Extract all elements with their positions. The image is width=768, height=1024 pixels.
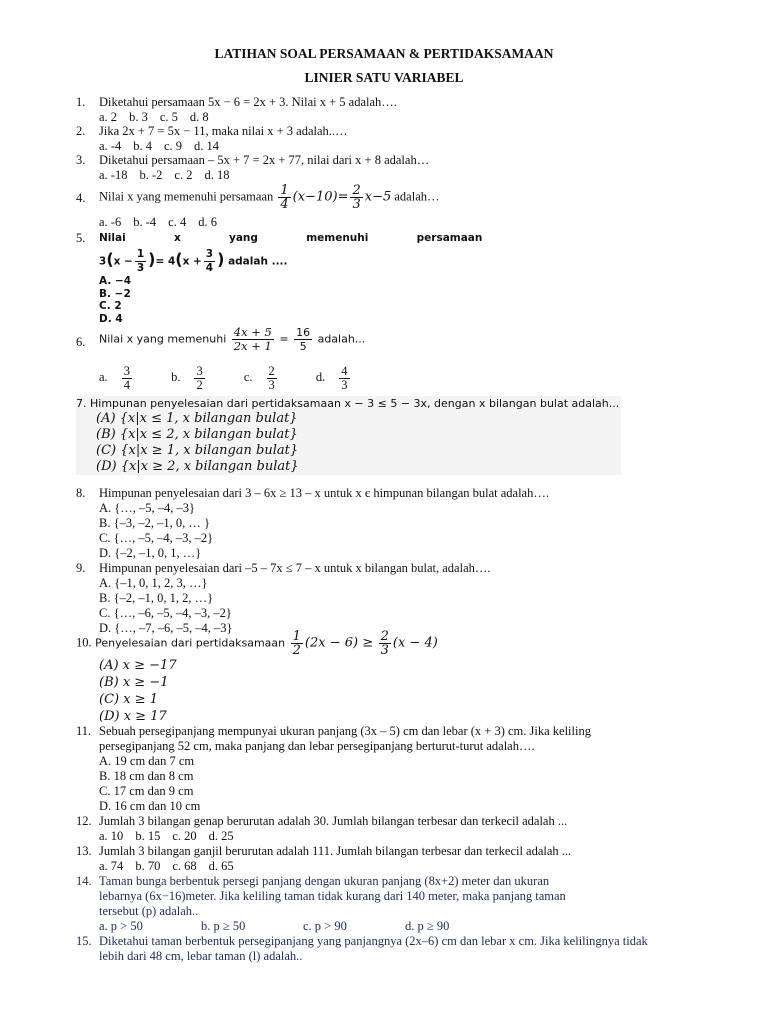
- option-b: B. {–3, –2, –1, 0, … }: [99, 516, 210, 530]
- option-c: c. 9: [163, 139, 183, 153]
- option-d: d. $\frac{4}{3}$: [316, 365, 374, 392]
- numerator: 1: [292, 629, 301, 644]
- denominator: 2x + 1: [233, 339, 272, 353]
- question-10: [76, 630, 716, 725]
- option-a: (A) x ≥ −17: [99, 658, 177, 673]
- option-a: (A) {x|x ≤ 1, x bilangan bulat}: [96, 411, 298, 426]
- question-text: Diketahui taman berbentuk persegipanjang yang panjangnya (2x–6) cm dan lebar x cm. Jika kelilingnya tidak: [99, 934, 648, 948]
- question-text: [76, 396, 621, 411]
- numerator: 16: [296, 326, 311, 339]
- option-c: C. 2: [99, 300, 122, 312]
- question-text: [76, 630, 716, 657]
- fraction: [379, 630, 391, 657]
- question-1: [76, 95, 716, 125]
- option-d: d. 65: [208, 859, 234, 873]
- question-number: 15.: [76, 934, 92, 948]
- option-a: a. 10: [99, 829, 124, 843]
- fraction: $\frac{3}{2}$: [196, 364, 203, 392]
- question-text-cont: tersebut (p) adalah..: [99, 904, 199, 918]
- question-number: 10.: [76, 635, 92, 650]
- equation-part: x +: [182, 255, 202, 268]
- option-b: b. $\frac{3}{2}$: [171, 365, 229, 392]
- option-b: b. -2: [139, 168, 163, 182]
- option-d: d. 6: [198, 215, 217, 229]
- fraction: [294, 326, 312, 353]
- fraction: [232, 326, 274, 353]
- numerator: 3: [205, 248, 214, 260]
- question-text: Himpunan penyelesaian dari –5 – 7x ≤ 7 – x untuk x bilangan bulat, adalah….: [99, 561, 491, 575]
- option-d: d. p ≥ 90: [405, 919, 450, 933]
- equation-part: (x−10)=: [292, 189, 349, 205]
- question-text: [99, 326, 716, 353]
- option-a: A. 19 cm dan 7 cm: [99, 754, 195, 768]
- fraction: [135, 248, 146, 275]
- title-line-1: LATIHAN SOAL PERSAMAAN & PERTIDAKSAMAAN: [214, 46, 554, 61]
- option-d: d. 18: [204, 168, 230, 182]
- question-text: Diketahui persamaan – 5x + 7 = 2x + 77, nilai dari x + 8 adalah…: [99, 153, 430, 167]
- denominator: 3: [136, 262, 145, 274]
- option-a: a. -4: [99, 139, 122, 153]
- question-number: 4.: [76, 191, 86, 205]
- question-text: Himpunan penyelesaian dari 3 – 6x ≥ 13 – x untuk x є himpunan bilangan bulat adalah….: [99, 486, 549, 500]
- option-b: (B) {x|x ≤ 2, x bilangan bulat}: [96, 427, 298, 442]
- option-a: a. 2: [99, 110, 118, 124]
- question-3: [76, 153, 716, 183]
- option-b: b. 4: [133, 139, 152, 153]
- numerator: 1: [136, 248, 145, 260]
- question-text: [99, 184, 716, 211]
- option-c: c. 2: [174, 168, 193, 182]
- answer-options: [99, 168, 716, 183]
- question-text-cont: lebih dari 48 cm, lebar taman (l) adalah..: [99, 949, 303, 963]
- option-a: a. $\frac{3}{4}$: [99, 365, 156, 392]
- equation: 3(x − $\frac{1}{3}$ )= 4(x + $\frac{3}{4}$ ) adalah ....: [99, 248, 288, 274]
- equation-part: (x − 4): [392, 635, 438, 651]
- option-c: c. $\frac{2}{3}$: [244, 365, 301, 392]
- question-13: [76, 844, 716, 874]
- option-a: a. 74: [99, 859, 124, 873]
- question-lead: Nilai x yang memenuhi persamaan: [99, 189, 274, 204]
- question-text-cont: lebarnya (6x−16)meter. Jika keliling taman tidak kurang dari 140 meter, maka panjang taman: [99, 889, 566, 903]
- option-b: b. p ≥ 50: [201, 919, 246, 933]
- option-c: c. 20: [172, 829, 197, 843]
- question-text: Jika 2x + 7 = 5x − 11, maka nilai x + 3 adalah..…: [99, 124, 348, 138]
- question-text: Sebuah persegipanjang mempunyai ukuran panjang (3x – 5) cm dan lebar (x + 3) cm. Jika keliling: [99, 724, 591, 738]
- answer-options: [99, 110, 716, 125]
- option-b: b. -4: [133, 215, 157, 229]
- option-d: d. 25: [208, 829, 234, 843]
- numerator: 4x + 5: [233, 325, 272, 339]
- equation-part: (2x − 6) ≥: [304, 635, 374, 651]
- option-d: D. {…, –7, –6, –5, –4, –3}: [99, 621, 233, 635]
- option-b: B. −2: [99, 287, 131, 300]
- question-body: Himpunan penyelesaian dari pertidaksamaan x − 3 ≤ 5 − 3x, dengan x bilangan bulat adalah...: [90, 397, 620, 410]
- option-d: (D) {x|x ≥ 2, x bilangan bulat}: [96, 459, 299, 474]
- option-c: C. 17 cm dan 9 cm: [99, 784, 194, 798]
- question-7: [76, 396, 621, 475]
- question-number: 2.: [76, 124, 86, 138]
- fraction: [204, 248, 215, 275]
- answer-options: [99, 859, 716, 874]
- question-number: 3.: [76, 153, 86, 167]
- question-number: 9.: [76, 561, 86, 575]
- question-9: [76, 561, 716, 636]
- question-lead: Nilai x yang memenuhi: [99, 332, 227, 346]
- answer-options: [99, 215, 716, 230]
- answer-options: [99, 365, 716, 392]
- question-number: 1.: [76, 95, 86, 109]
- answer-options: [99, 919, 716, 934]
- option-a: a. p > 50: [99, 919, 143, 933]
- option-c: c. 4: [168, 215, 187, 229]
- option-a: a. -6: [99, 215, 122, 229]
- question-tail: adalah ....: [228, 255, 288, 268]
- denominator: 3: [380, 643, 389, 658]
- question-5: [76, 231, 716, 325]
- question-text-cont: persegipanjang 52 cm, maka panjang dan lebar persegipanjang berturut-turut adalah….: [99, 739, 535, 753]
- option-a: A. {–1, 0, 1, 2, 3, …}: [99, 576, 208, 590]
- question-11: [76, 724, 716, 814]
- option-b: b. 70: [135, 859, 161, 873]
- option-d: (D) x ≥ 17: [99, 709, 167, 724]
- fraction: $\frac{2}{3}$: [268, 364, 275, 392]
- answer-options: [99, 829, 716, 844]
- equation-part: x−5: [364, 189, 392, 205]
- question-number: 5.: [76, 231, 86, 245]
- option-a: A. −4: [99, 275, 132, 287]
- question-14: [76, 874, 716, 934]
- option-b: b. 15: [135, 829, 161, 843]
- option-b: B. {–2, –1, 0, 1, 2, …}: [99, 591, 214, 605]
- question-12: [76, 814, 716, 844]
- question-number: 8.: [76, 486, 86, 500]
- title-line-2: LINIER SATU VARIABEL: [304, 70, 464, 85]
- option-d: D. 4: [99, 312, 123, 325]
- question-number: 11.: [76, 724, 92, 738]
- equation-part: 3: [99, 255, 107, 268]
- option-a: A. {…, –5, –4, –3}: [99, 501, 196, 515]
- question-text: Nilai x yang memenuhi persamaan: [99, 232, 483, 244]
- option-d: D. {–2, –1, 0, 1, …}: [99, 546, 202, 560]
- denominator: 4: [280, 197, 289, 212]
- question-text: Jumlah 3 bilangan genap berurutan adalah 30. Jumlah bilangan terbesar dan terkecil adalah ...: [99, 814, 568, 828]
- question-6: [76, 326, 716, 392]
- option-d: d. 14: [194, 139, 220, 153]
- numerator: 2: [352, 183, 361, 198]
- question-number: 13.: [76, 844, 92, 858]
- fraction: [278, 184, 290, 211]
- question-number: 7.: [76, 397, 87, 410]
- question-text: Taman bunga berbentuk persegi panjang dengan ukuran panjang (8x+2) meter dan ukuran: [99, 874, 550, 888]
- option-c: (C) {x|x ≥ 1, x bilangan bulat}: [96, 443, 299, 458]
- numerator: 1: [280, 183, 289, 198]
- question-8: [76, 486, 716, 561]
- option-d: d. 8: [189, 110, 209, 124]
- denominator: 5: [299, 340, 307, 353]
- question-4: [76, 184, 716, 230]
- option-c: (C) x ≥ 1: [99, 692, 158, 707]
- fraction: $\frac{4}{3}$: [341, 364, 348, 392]
- question-number: 6.: [76, 335, 86, 349]
- option-d: D. 16 cm dan 10 cm: [99, 799, 201, 813]
- option-c: c. 5: [159, 110, 178, 124]
- question-number: 14.: [76, 874, 92, 888]
- denominator: 4: [205, 262, 214, 274]
- question-15: [76, 934, 716, 964]
- fraction: [291, 630, 303, 657]
- equation-part: = 4: [155, 255, 176, 268]
- option-b: B. 18 cm dan 8 cm: [99, 769, 194, 783]
- question-tail: adalah...: [317, 332, 366, 346]
- question-text: Diketahui persamaan 5x − 6 = 2x + 3. Nilai x + 5 adalah….: [99, 95, 397, 109]
- option-c: C. {…, –5, –4, –3, –2}: [99, 531, 214, 545]
- option-c: C. {…, –6, –5, –4, –3, –2}: [99, 606, 232, 620]
- fraction: $\frac{3}{4}$: [123, 364, 130, 392]
- question-text: Jumlah 3 bilangan ganjil berurutan adalah 111. Jumlah bilangan terbesar dan terkecil adalah ...: [99, 844, 572, 858]
- numerator: 2: [380, 629, 389, 644]
- question-tail: adalah…: [394, 189, 440, 204]
- option-c: c. p > 90: [303, 919, 347, 933]
- answer-options: [99, 139, 716, 154]
- denominator: 2: [292, 643, 301, 658]
- option-a: a. -18: [99, 168, 128, 182]
- denominator: 3: [352, 197, 361, 212]
- equals-sign: =: [279, 332, 289, 346]
- option-b: (B) x ≥ −1: [99, 675, 169, 690]
- question-2: [76, 124, 716, 154]
- question-number: 12.: [76, 814, 92, 828]
- equation-part: x −: [113, 255, 133, 268]
- question-lead: Penyelesaian dari pertidaksamaan: [95, 636, 286, 650]
- option-b: b. 3: [129, 110, 148, 124]
- fraction: [350, 184, 362, 211]
- option-c: c. 68: [172, 859, 197, 873]
